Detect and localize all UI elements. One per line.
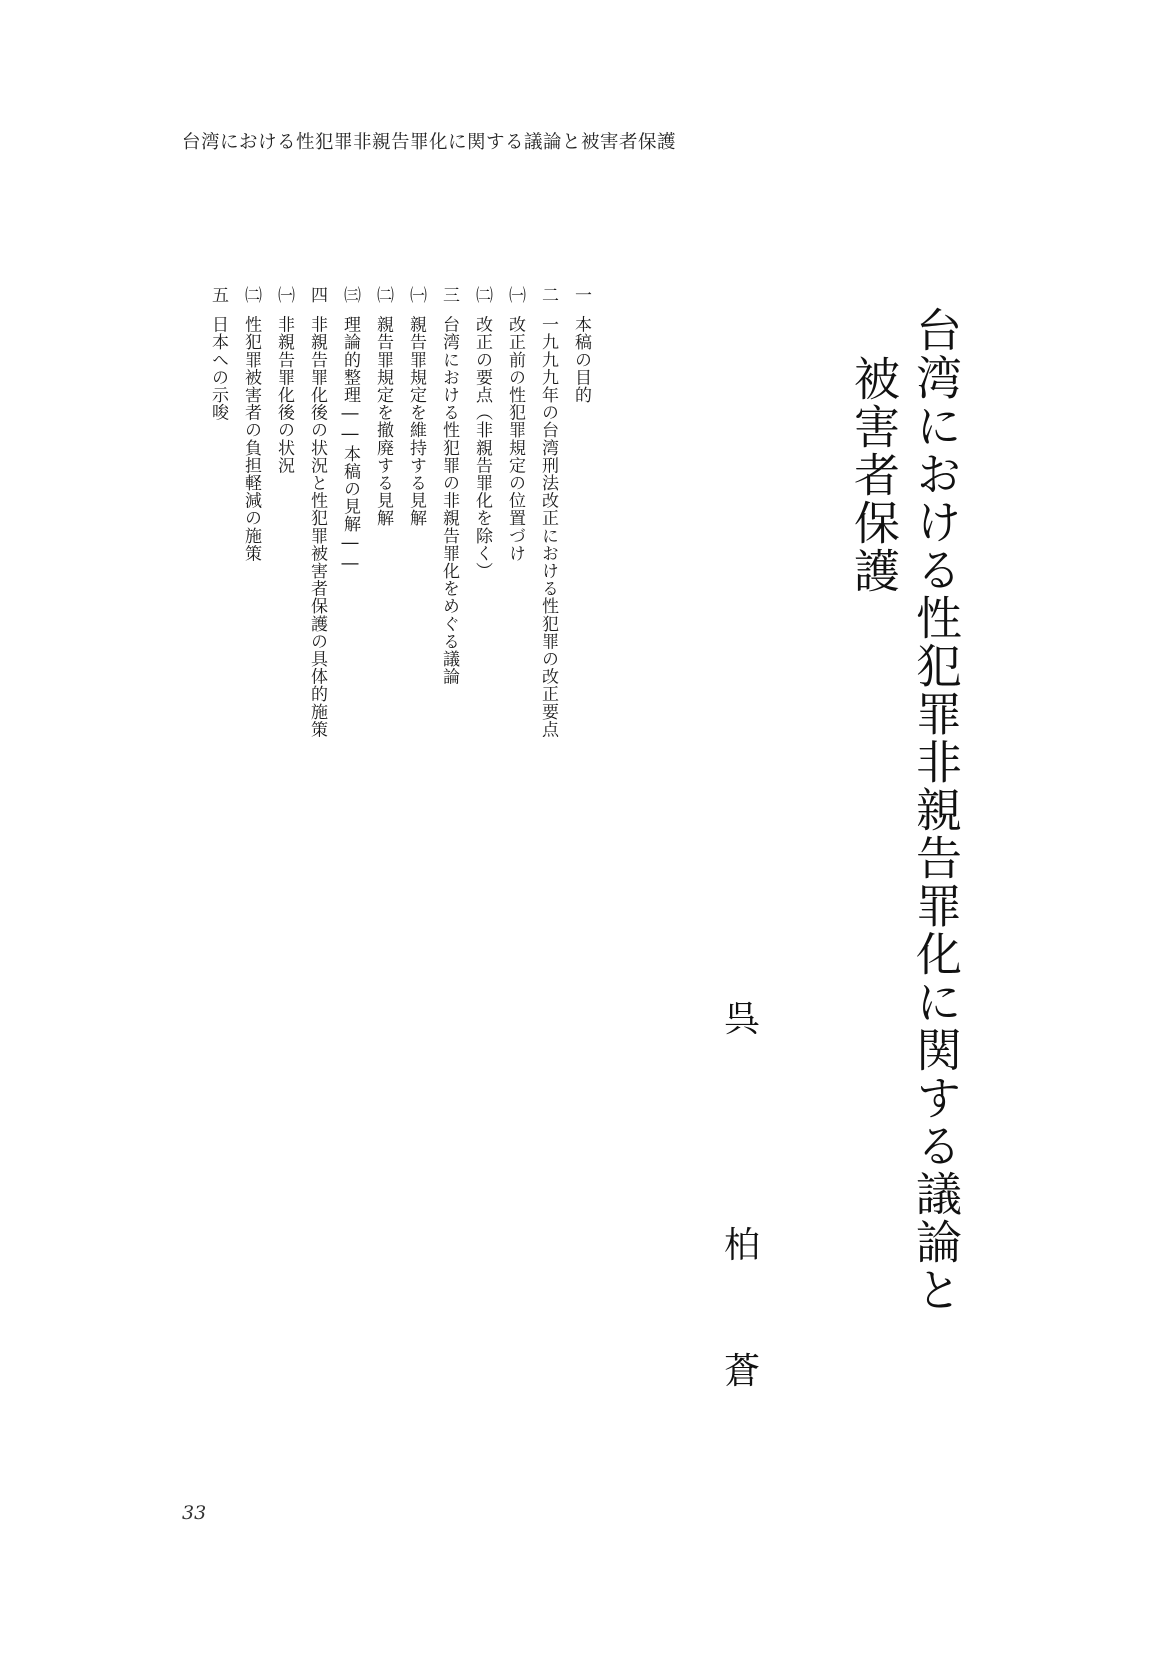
toc-item-text: 台湾における性犯罪の非親告罪化をめぐる議論	[439, 315, 459, 686]
toc-item	[240, 286, 262, 562]
toc-item	[570, 286, 592, 404]
toc-item-number: ㈠	[505, 286, 525, 304]
toc-item	[306, 286, 328, 738]
toc-item-number: ㈡	[373, 286, 393, 304]
toc-item-text: 日本への示唆	[208, 315, 228, 422]
running-head: 台湾における性犯罪非親告罪化に関する議論と被害者保護	[182, 132, 677, 153]
toc-item-number: 四	[307, 286, 327, 304]
toc-item-text: 理論的整理――本稿の見解――	[340, 315, 360, 575]
toc-item	[537, 286, 559, 738]
toc-item-text: 一九九九年の台湾刑法改正における性犯罪の改正要点	[538, 315, 558, 739]
toc-item-text: 改正の要点（非親告罪化を除く）	[472, 315, 492, 580]
toc-item-text: 非親告罪化後の状況と性犯罪被害者保護の具体的施策	[307, 315, 327, 739]
toc-item	[504, 286, 526, 562]
author-name-char: 呉	[723, 999, 760, 1040]
toc-item-number: ㈠	[274, 286, 294, 304]
author-name-char: 柏	[723, 1225, 760, 1266]
article-title-line-1: 台湾における性犯罪非親告罪化に関する議論と	[909, 306, 963, 1314]
toc-item-number: ㈢	[340, 286, 360, 304]
toc-item-number: ㈡	[241, 286, 261, 304]
toc-item-text: 本稿の目的	[571, 315, 591, 404]
article-title-line-2: 被害者保護	[847, 355, 901, 595]
toc-item	[339, 286, 361, 574]
toc-item	[438, 286, 460, 685]
toc-item-text: 性犯罪被害者の負担軽減の施策	[241, 315, 261, 563]
toc-item-text: 改正前の性犯罪規定の位置づけ	[505, 315, 525, 563]
toc-item-number: ㈠	[406, 286, 426, 304]
toc-item-number: 一	[571, 286, 591, 304]
toc-item-number: 三	[439, 286, 459, 304]
toc-item-text: 親告罪規定を維持する見解	[406, 315, 426, 527]
author-name-char: 蒼	[723, 1351, 760, 1392]
toc-item	[405, 286, 427, 527]
toc-item-text: 非親告罪化後の状況	[274, 315, 294, 475]
toc-item-number: 二	[538, 286, 558, 304]
toc-item-number: 五	[208, 286, 228, 304]
toc-item	[372, 286, 394, 527]
toc-item	[471, 286, 493, 580]
toc-item-number: ㈡	[472, 286, 492, 304]
toc-item	[273, 286, 295, 474]
toc-item-text: 親告罪規定を撤廃する見解	[373, 315, 393, 527]
toc-item	[207, 286, 229, 421]
page-number: 33	[182, 1502, 207, 1524]
